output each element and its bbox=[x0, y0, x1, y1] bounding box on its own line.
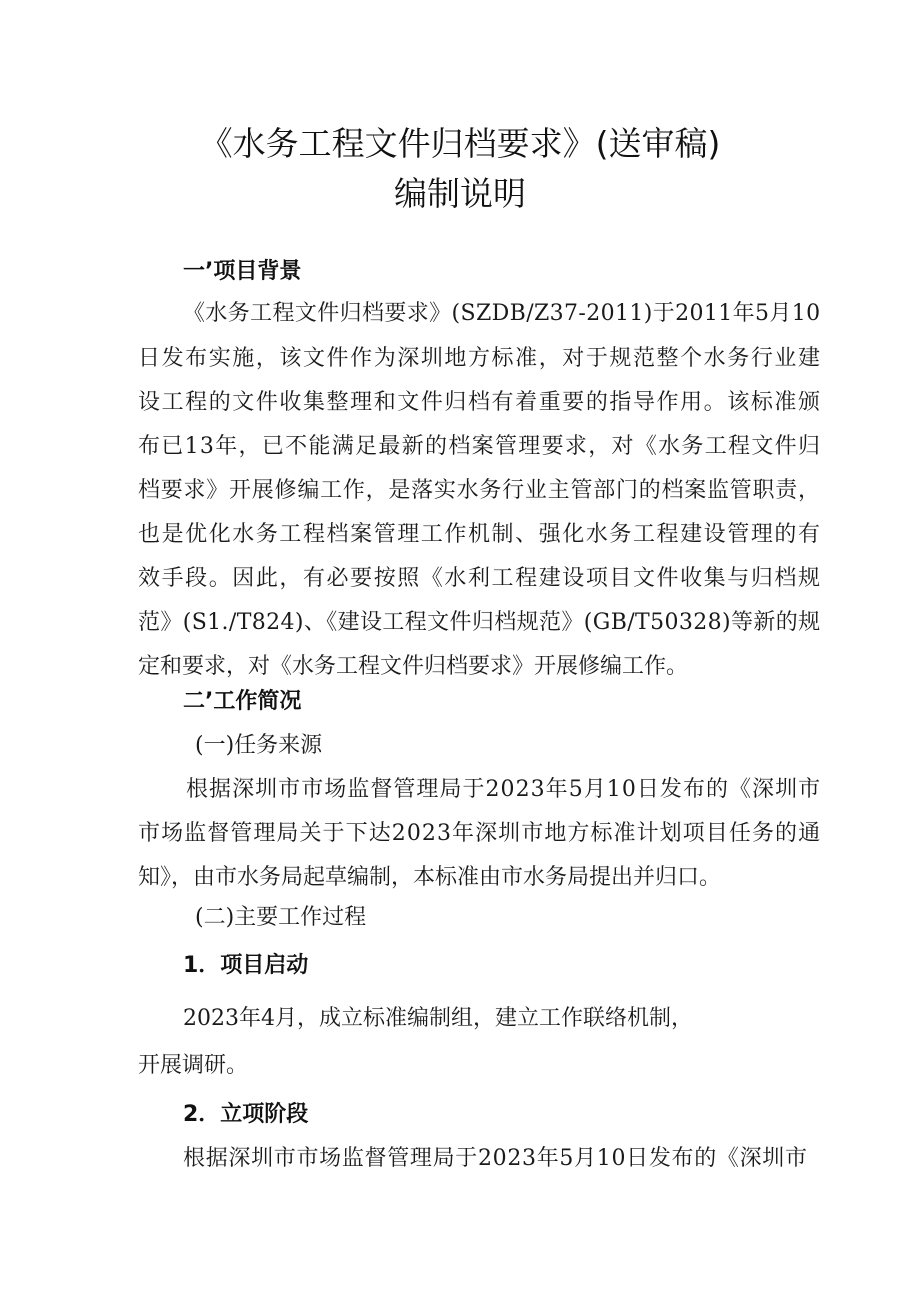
document-title: 《水务工程文件归档要求》(送审稿) bbox=[199, 124, 721, 163]
subsection-1-line: 市场监督管理局关于下达2023年深圳市地方标准计划项目任务的通 bbox=[138, 821, 822, 846]
item-1-line: 2023年4月，成立标准编制组，建立工作联络机制， bbox=[183, 1006, 693, 1031]
section-1-line: 定和要求，对《水务工程文件归档要求》开展修编工作。 bbox=[138, 654, 689, 679]
section-1-line: 布已13年，已不能满足最新的档案管理要求，对《水务工程文件归 bbox=[138, 434, 822, 459]
section-1-line: 日发布实施，该文件作为深圳地方标准，对于规范整个水务行业建 bbox=[138, 346, 822, 371]
item-1-heading: 1．项目启动 bbox=[183, 953, 309, 978]
document-subtitle: 编制说明 bbox=[394, 174, 526, 213]
section-1-line: 也是优化水务工程档案管理工作机制、强化水务工程建设管理的有 bbox=[138, 522, 822, 547]
subsection-1-line: 知》，由市水务局起草编制，本标准由市水务局提出并归口。 bbox=[138, 865, 722, 890]
section-1-heading: 一’项目背景 bbox=[183, 259, 302, 284]
subsection-2-title: (二)主要工作过程 bbox=[195, 905, 367, 930]
section-1-line: 设工程的文件收集整理和文件归档有着重要的指导作用。该标准颁 bbox=[138, 390, 822, 415]
item-1-line: 开展调研。 bbox=[138, 1053, 249, 1078]
section-1-line: 档要求》开展修编工作，是落实水务行业主管部门的档案监管职责， bbox=[138, 478, 821, 503]
item-2-line: 根据深圳市市场监督管理局于2023年5月10日发布的《深圳市 bbox=[183, 1146, 808, 1171]
section-1-line: 《水务工程文件归档要求》(SZDB/Z37-2011)于2011年5月10 bbox=[183, 301, 821, 326]
subsection-1-title: (一)任务来源 bbox=[195, 733, 323, 758]
item-2-heading: 2．立项阶段 bbox=[183, 1102, 309, 1127]
section-2-heading: 二’工作简况 bbox=[183, 689, 302, 714]
subsection-1-line: 根据深圳市市场监督管理局于2023年5月10日发布的《深圳市 bbox=[186, 777, 822, 802]
section-1-line: 范》(S1./T824)、《建设工程文件归档规范》(GB/T50328)等新的规 bbox=[138, 610, 821, 635]
section-1-line: 效手段。因此，有必要按照《水利工程建设项目文件收集与归档规 bbox=[138, 566, 822, 591]
